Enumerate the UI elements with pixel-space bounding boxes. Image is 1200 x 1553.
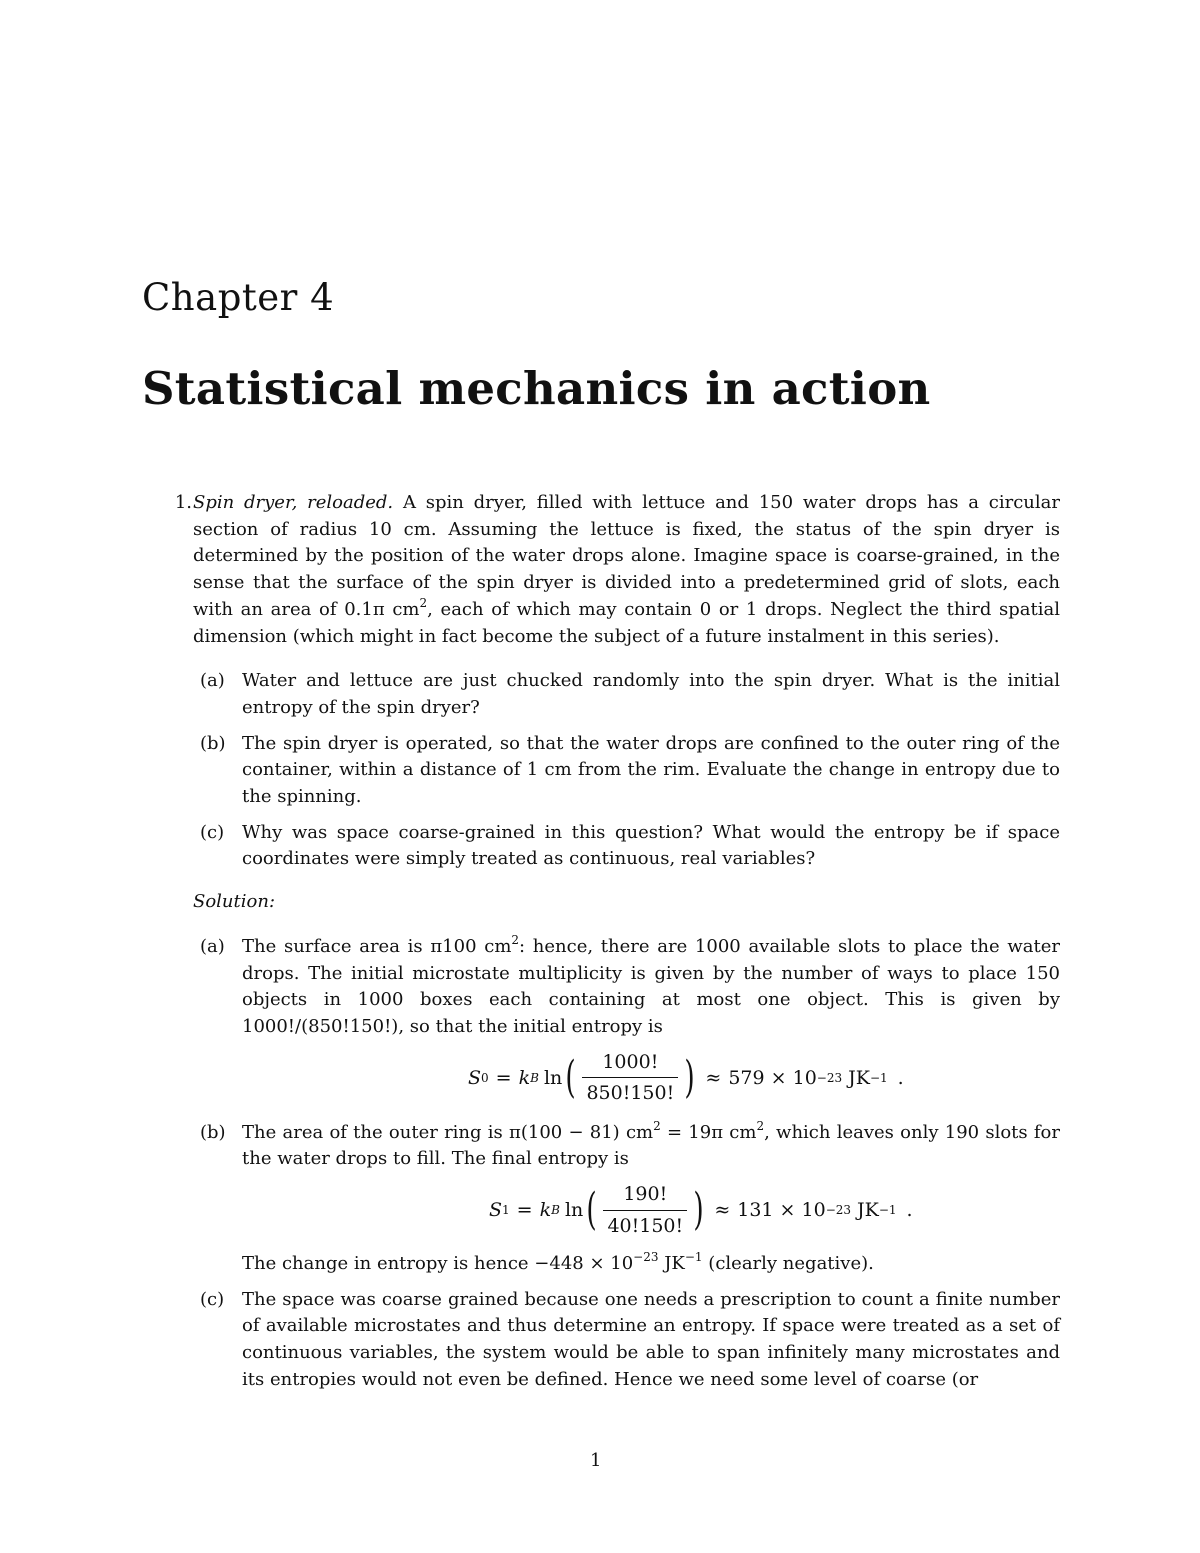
- solution-part-label: (c): [200, 1288, 225, 1310]
- fraction: $\frac{190!}{40!150!}$: [603, 1181, 687, 1239]
- equation-s0: S 0 = k B ln ( $\frac{1000!}{850!150!}$ ) ≈ 579 × 10 −23 JK −1 .: [242, 1041, 1060, 1111]
- problem-heading: Spin dryer, reloaded.: [193, 492, 394, 513]
- problem-text-1: A spin dryer, filled with lettuce and 150 water drops has a circular section of radius 10 cm. Assuming the lettuce is fixed, the status of the spin dryer is determined by the position of the water drops alone. Imagine space is coarse-grained, in the sense that the surface of the spin dryer is divided into a predetermined grid of slots, each with an area of 0.1π cm: [193, 492, 1060, 620]
- question-text: Why was space coarse-grained in this question? What would the entropy be if space coordinates were simply treated as continuous, real variables?: [242, 821, 1060, 870]
- question-text: The spin dryer is operated, so that the water drops are confined to the outer ring of the container, within a distance of 1 cm from the rim. Evaluate the change in entropy due to the spinning.: [242, 732, 1060, 808]
- problem-number: 1.: [174, 492, 192, 513]
- solution-part-label: (a): [200, 935, 225, 957]
- entropy-change: The change in entropy is hence $-448 \times 10^{-23}$ $JK^{-1}$ (clearly negative).: [242, 1250, 874, 1275]
- problem-text-sup: 2: [419, 595, 428, 610]
- question-label: (c): [200, 821, 225, 843]
- page-number: 1: [590, 1450, 602, 1471]
- solution-b: [200, 1118, 1060, 1173]
- fraction: $\frac{1000!}{850!150!}$: [582, 1049, 678, 1107]
- chapter-title: Statistical mechanics in action: [142, 362, 931, 415]
- question-text: Water and lettuce are just chucked randomly into the spin dryer. What is the initial entropy of the spin dryer?: [242, 670, 1060, 718]
- problem-statement: [193, 490, 1060, 650]
- solution-part-label: (b): [200, 1121, 226, 1143]
- problem-text-2: , each of which may contain 0 or 1 drops. Neglect the third spatial dimension (which might in fact become the subject of a future instalment in this series).: [193, 598, 1061, 647]
- solution-b-text: The area of the outer ring is π(100 − 81) $cm^2 = 19\pi$ $cm^2$, which leaves only 190 slots for the water drops to fill. The final entropy is: [242, 1118, 1060, 1170]
- solution-a: [200, 932, 1060, 1041]
- chapter-label: Chapter 4: [142, 276, 335, 319]
- solution-c-text: The space was coarse grained because one needs a prescription to count a finite number of available microstates and thus determine an entropy. If space were treated as a set of continuous variables, the system would be able to span infinitely many microstates and its entropies would not even be defined. Hence we need some level of coarse (or: [242, 1288, 1060, 1390]
- question-c: [200, 820, 1060, 873]
- equation-s1: S 1 = k B ln ( $\frac{190!}{40!150!}$ ) ≈ 131 × 10 −23 JK −1 .: [242, 1173, 1060, 1243]
- question-b: [200, 731, 1060, 811]
- question-a: [200, 668, 1060, 721]
- question-label: (b): [200, 732, 226, 754]
- problem-1: [142, 490, 1060, 1394]
- question-label: (a): [200, 670, 225, 692]
- solution-c: [200, 1287, 1060, 1394]
- solution-a-text: The surface area is π100 $cm^2$: hence, there are 1000 available slots to place the water drops. The initial microstate multiplicity is given by the number of ways to place 150 objects in 1000 boxes each containing at most one object. This is given by 1000!/(850!150!), so that the initial entropy is: [242, 932, 1060, 1037]
- solution-label: Solution:: [193, 891, 276, 913]
